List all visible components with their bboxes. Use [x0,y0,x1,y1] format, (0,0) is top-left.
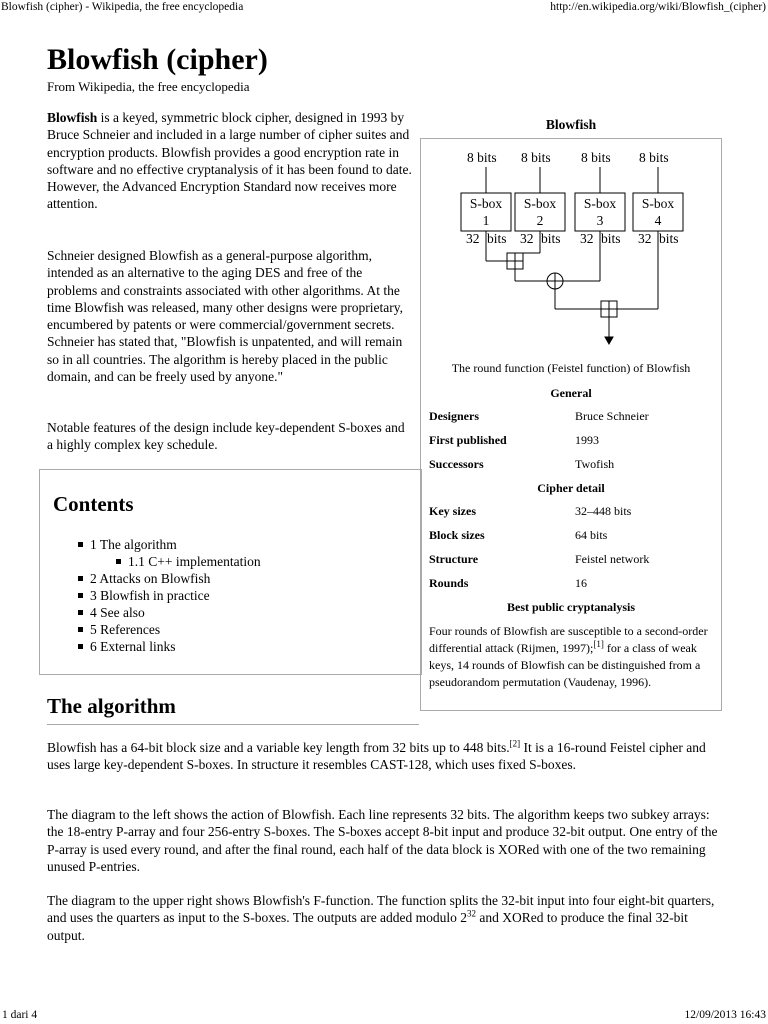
algorithm-paragraph-1 [47,739,719,774]
output-bits-2a: 32 [520,231,534,246]
reference-1-link[interactable]: [1] [593,639,604,649]
intro-paragraph [47,109,413,213]
output-bits-3a: 32 [580,231,594,246]
toc-list [78,536,261,655]
print-footer-page: 1 dari 4 [2,1009,38,1021]
sbox-4-number: 4 [654,213,662,228]
infobox-row-rounds [429,576,719,596]
section-heading-algorithm: The algorithm [47,694,176,718]
infobox-row-designers [429,409,719,429]
output-bits-1b: bits [487,231,507,246]
algorithm-p3-text: The diagram to the upper right shows Blowfish's F-function. The function splits the 32-bit input into four eight-bit quarters, and uses the quarters as input to the S-boxes. The outputs are added modulo 2 [47,893,715,926]
infobox-cryptanalysis-text [429,623,717,691]
toc-item-cpp-implementation[interactable]: 1.1 C++ implementation [116,553,261,570]
input-bits-3: 8 bits [581,150,611,165]
keysizes-value: 32–448 bits [575,504,632,518]
toc-item-in-practice[interactable]: 3 Blowfish in practice [78,587,261,604]
sbox-2-number: 2 [536,213,544,228]
toc-item-algorithm[interactable]: 1 The algorithm [78,536,261,553]
infobox-caption: Blowfish [545,117,597,132]
page-title: Blowfish (cipher) [47,43,268,76]
table-of-contents [39,469,422,675]
sbox-2-label: S-box [523,196,557,211]
toc-item-references[interactable]: 5 References [78,621,261,638]
sbox-4-label: S-box [641,196,675,211]
sbox-1-number: 1 [482,213,490,228]
infobox-row-key-sizes [429,504,719,524]
infobox-section-cryptanalysis: Best public cryptanalysis [506,600,635,614]
infobox-section-cipher-detail: Cipher detail [537,481,605,495]
diagram-caption: The round function (Feistel function) of Blowfish [451,361,691,375]
keysizes-label: Key sizes [429,504,476,518]
toc-item-attacks[interactable]: 2 Attacks on Blowfish [78,570,261,587]
algorithm-p1-text: Blowfish has a 64-bit block size and a variable key length from 32 bits up to 448 bits. [47,740,510,755]
published-label: First published [429,433,507,447]
print-header-url: http://en.wikipedia.org/wiki/Blowfish_(cipher) [550,1,766,13]
intro-text: is a keyed, symmetric block cipher, designed in 1993 by Bruce Schneier and included in a large number of cipher suites and encryption products. Blowfish provides a good encryption rate in software and no effective cryptanalysis of it has been found to date. However, the Advanced Encryption Standard now receives more attention. [47,110,412,212]
output-bits-2b: bits [541,231,561,246]
cryptanalysis-text: Four rounds of Blowfish are susceptible to a second-order differential attack (Rijmen, 1997); [429,624,708,655]
sbox-3-number: 3 [596,213,604,228]
successors-value[interactable]: Twofish [575,457,615,471]
features-paragraph: Notable features of the design include key-dependent S-boxes and a highly complex key schedule. [47,420,405,453]
sbox-inputs [467,150,669,165]
infobox-row-block-sizes [429,528,719,548]
published-value: 1993 [575,433,599,447]
output-bits-4b: bits [659,231,679,246]
toc-item-external-links[interactable]: 6 External links [78,638,261,655]
toc-item-see-also[interactable]: 4 See also [78,604,261,621]
output-bits-1a: 32 [466,231,480,246]
rounds-label: Rounds [429,576,469,590]
exponent: 32 [467,908,477,919]
sbox-1-label: S-box [469,196,503,211]
infobox-row-successors [429,457,719,477]
rounds-value: 16 [575,576,587,590]
section-divider [47,724,419,725]
input-bits-2: 8 bits [521,150,551,165]
designers-label: Designers [429,409,479,423]
infobox [420,138,722,711]
blocksizes-label: Block sizes [429,528,485,542]
infobox-row-first-published [429,433,719,453]
feistel-function-diagram [451,145,691,350]
infobox-section-general: General [550,386,592,400]
infobox-row-structure [429,552,719,572]
output-arrow-icon [605,337,613,344]
cryptanalysis-text-cont: for a class of weak keys, 14 rounds of Blowfish can be distinguished from a pseudorandom permutation (Vaudenay, 1996). [429,641,701,689]
page-subtitle: From Wikipedia, the free encyclopedia [47,79,250,94]
algorithm-paragraph-3 [47,892,719,944]
input-bits-1: 8 bits [467,150,497,165]
output-bits-4a: 32 [638,231,652,246]
toc-heading: Contents [53,492,134,516]
designers-value[interactable]: Bruce Schneier [575,409,649,423]
algorithm-p3-text-cont: and XORed to produce the final 32-bit output. [47,910,688,943]
input-bits-4: 8 bits [639,150,669,165]
history-paragraph: Schneier designed Blowfish as a general-purpose algorithm, intended as an alternative to the aging DES and free of the problems and constraints associated with other algorithms. At the time Blowfish was released, many other designs were proprietary, encumbered by patents or were commercial/government secrets. Schneier has stated that, "Blowfish is unpatented, and will remain so in all countries. The algorithm is hereby placed in the public domain, and can be freely used by anyone." [47,248,404,385]
structure-value[interactable]: Feistel network [575,552,650,566]
output-bits-3b: bits [601,231,621,246]
algorithm-p1-text-cont: It is a 16-round Feistel cipher and uses large key-dependent S-boxes. In structure it resembles CAST-128, which uses fixed S-boxes. [47,740,706,773]
intro-bold-term: Blowfish [47,110,98,125]
blocksizes-value: 64 bits [575,528,608,542]
reference-2-link[interactable]: [2] [509,738,521,749]
print-footer-timestamp: 12/09/2013 16:43 [684,1009,766,1021]
successors-label: Successors [429,457,484,471]
algorithm-paragraph-2: The diagram to the left shows the action of Blowfish. Each line represents 32 bits. The algorithm keeps two subkey arrays: the 18-entry P-array and four 256-entry S-boxes. The S-boxes accept 8-bit input and produce 32-bit output. One entry of the P-array is used every round, and after the final round, each half of the data block is XORed with one of the two remaining unused P-entries. [47,807,718,874]
structure-label: Structure [429,552,479,566]
print-header-title: Blowfish (cipher) - Wikipedia, the free encyclopedia [1,1,244,13]
sbox-3-label: S-box [583,196,617,211]
